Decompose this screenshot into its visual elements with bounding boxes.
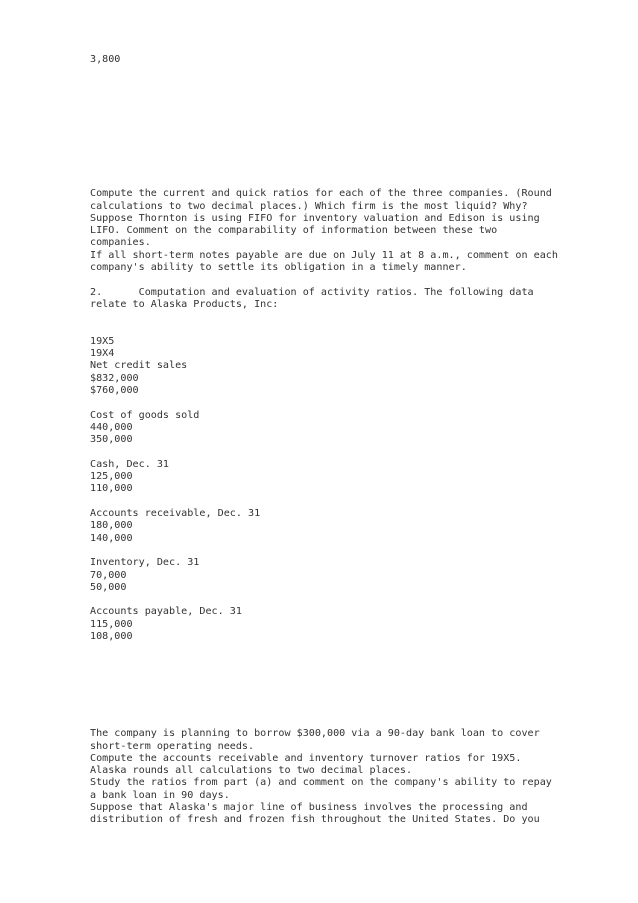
- item-value: 180,000: [90, 520, 133, 532]
- item-value: 110,000: [90, 483, 133, 495]
- year-header: 19X5: [90, 335, 115, 347]
- questions-block-2: [90, 728, 610, 826]
- spacer: [90, 66, 610, 188]
- question-line: Alaska rounds all calculations to two decimal places.: [90, 765, 413, 777]
- question-line: If all short-term notes payable are due on July 11 at 8 a.m., comment on each: [90, 249, 558, 261]
- questions-block-1: [90, 188, 610, 274]
- question-line: LIFO. Comment on the comparability of information between these two: [90, 225, 498, 237]
- question-line: Suppose Thornton is using FIFO for inventory valuation and Edison is using: [90, 212, 540, 224]
- item-label: Net credit sales: [90, 360, 188, 372]
- item-label: Cash, Dec. 31: [90, 458, 170, 470]
- spacer: [90, 643, 610, 728]
- problem-line: relate to Alaska Products, Inc:: [90, 298, 279, 310]
- question-line: Suppose that Alaska's major line of business involves the processing and: [90, 802, 528, 814]
- question-line: Compute the accounts receivable and inventory turnover ratios for 19X5.: [90, 752, 522, 764]
- document-page: [90, 54, 610, 827]
- question-line: Study the ratios from part (a) and comment on the company's ability to repay: [90, 777, 552, 789]
- question-line: distribution of fresh and frozen fish throughout the United States. Do you: [90, 814, 540, 826]
- year-header: 19X4: [90, 348, 115, 360]
- problem-line: 2. Computation and evaluation of activity ratios. The following data: [90, 286, 534, 298]
- item-value: 50,000: [90, 581, 127, 593]
- data-table: [90, 336, 610, 643]
- item-value: 108,000: [90, 630, 133, 642]
- item-label: Inventory, Dec. 31: [90, 557, 200, 569]
- question-line: company's ability to settle its obligation in a timely manner.: [90, 262, 467, 274]
- item-label: Accounts receivable, Dec. 31: [90, 508, 261, 520]
- item-value: 70,000: [90, 569, 127, 581]
- question-line: calculations to two decimal places.) Which firm is the most liquid? Why?: [90, 200, 528, 212]
- item-value: 115,000: [90, 618, 133, 630]
- item-value: 140,000: [90, 532, 133, 544]
- top-value: 3,800: [90, 54, 121, 65]
- question-line: companies.: [90, 237, 151, 249]
- item-label: Cost of goods sold: [90, 409, 200, 421]
- item-value: $760,000: [90, 385, 139, 397]
- item-value: 440,000: [90, 421, 133, 433]
- question-line: short-term operating needs.: [90, 740, 255, 752]
- item-label: Accounts payable, Dec. 31: [90, 606, 242, 618]
- item-value: 125,000: [90, 471, 133, 483]
- item-value: $832,000: [90, 372, 139, 384]
- question-line: a bank loan in 90 days.: [90, 789, 230, 801]
- question-line: Compute the current and quick ratios for each of the three companies. (Round: [90, 188, 552, 200]
- item-value: 350,000: [90, 434, 133, 446]
- question-line: The company is planning to borrow $300,000 via a 90-day bank loan to cover: [90, 728, 540, 740]
- problem-2-heading: [90, 287, 610, 312]
